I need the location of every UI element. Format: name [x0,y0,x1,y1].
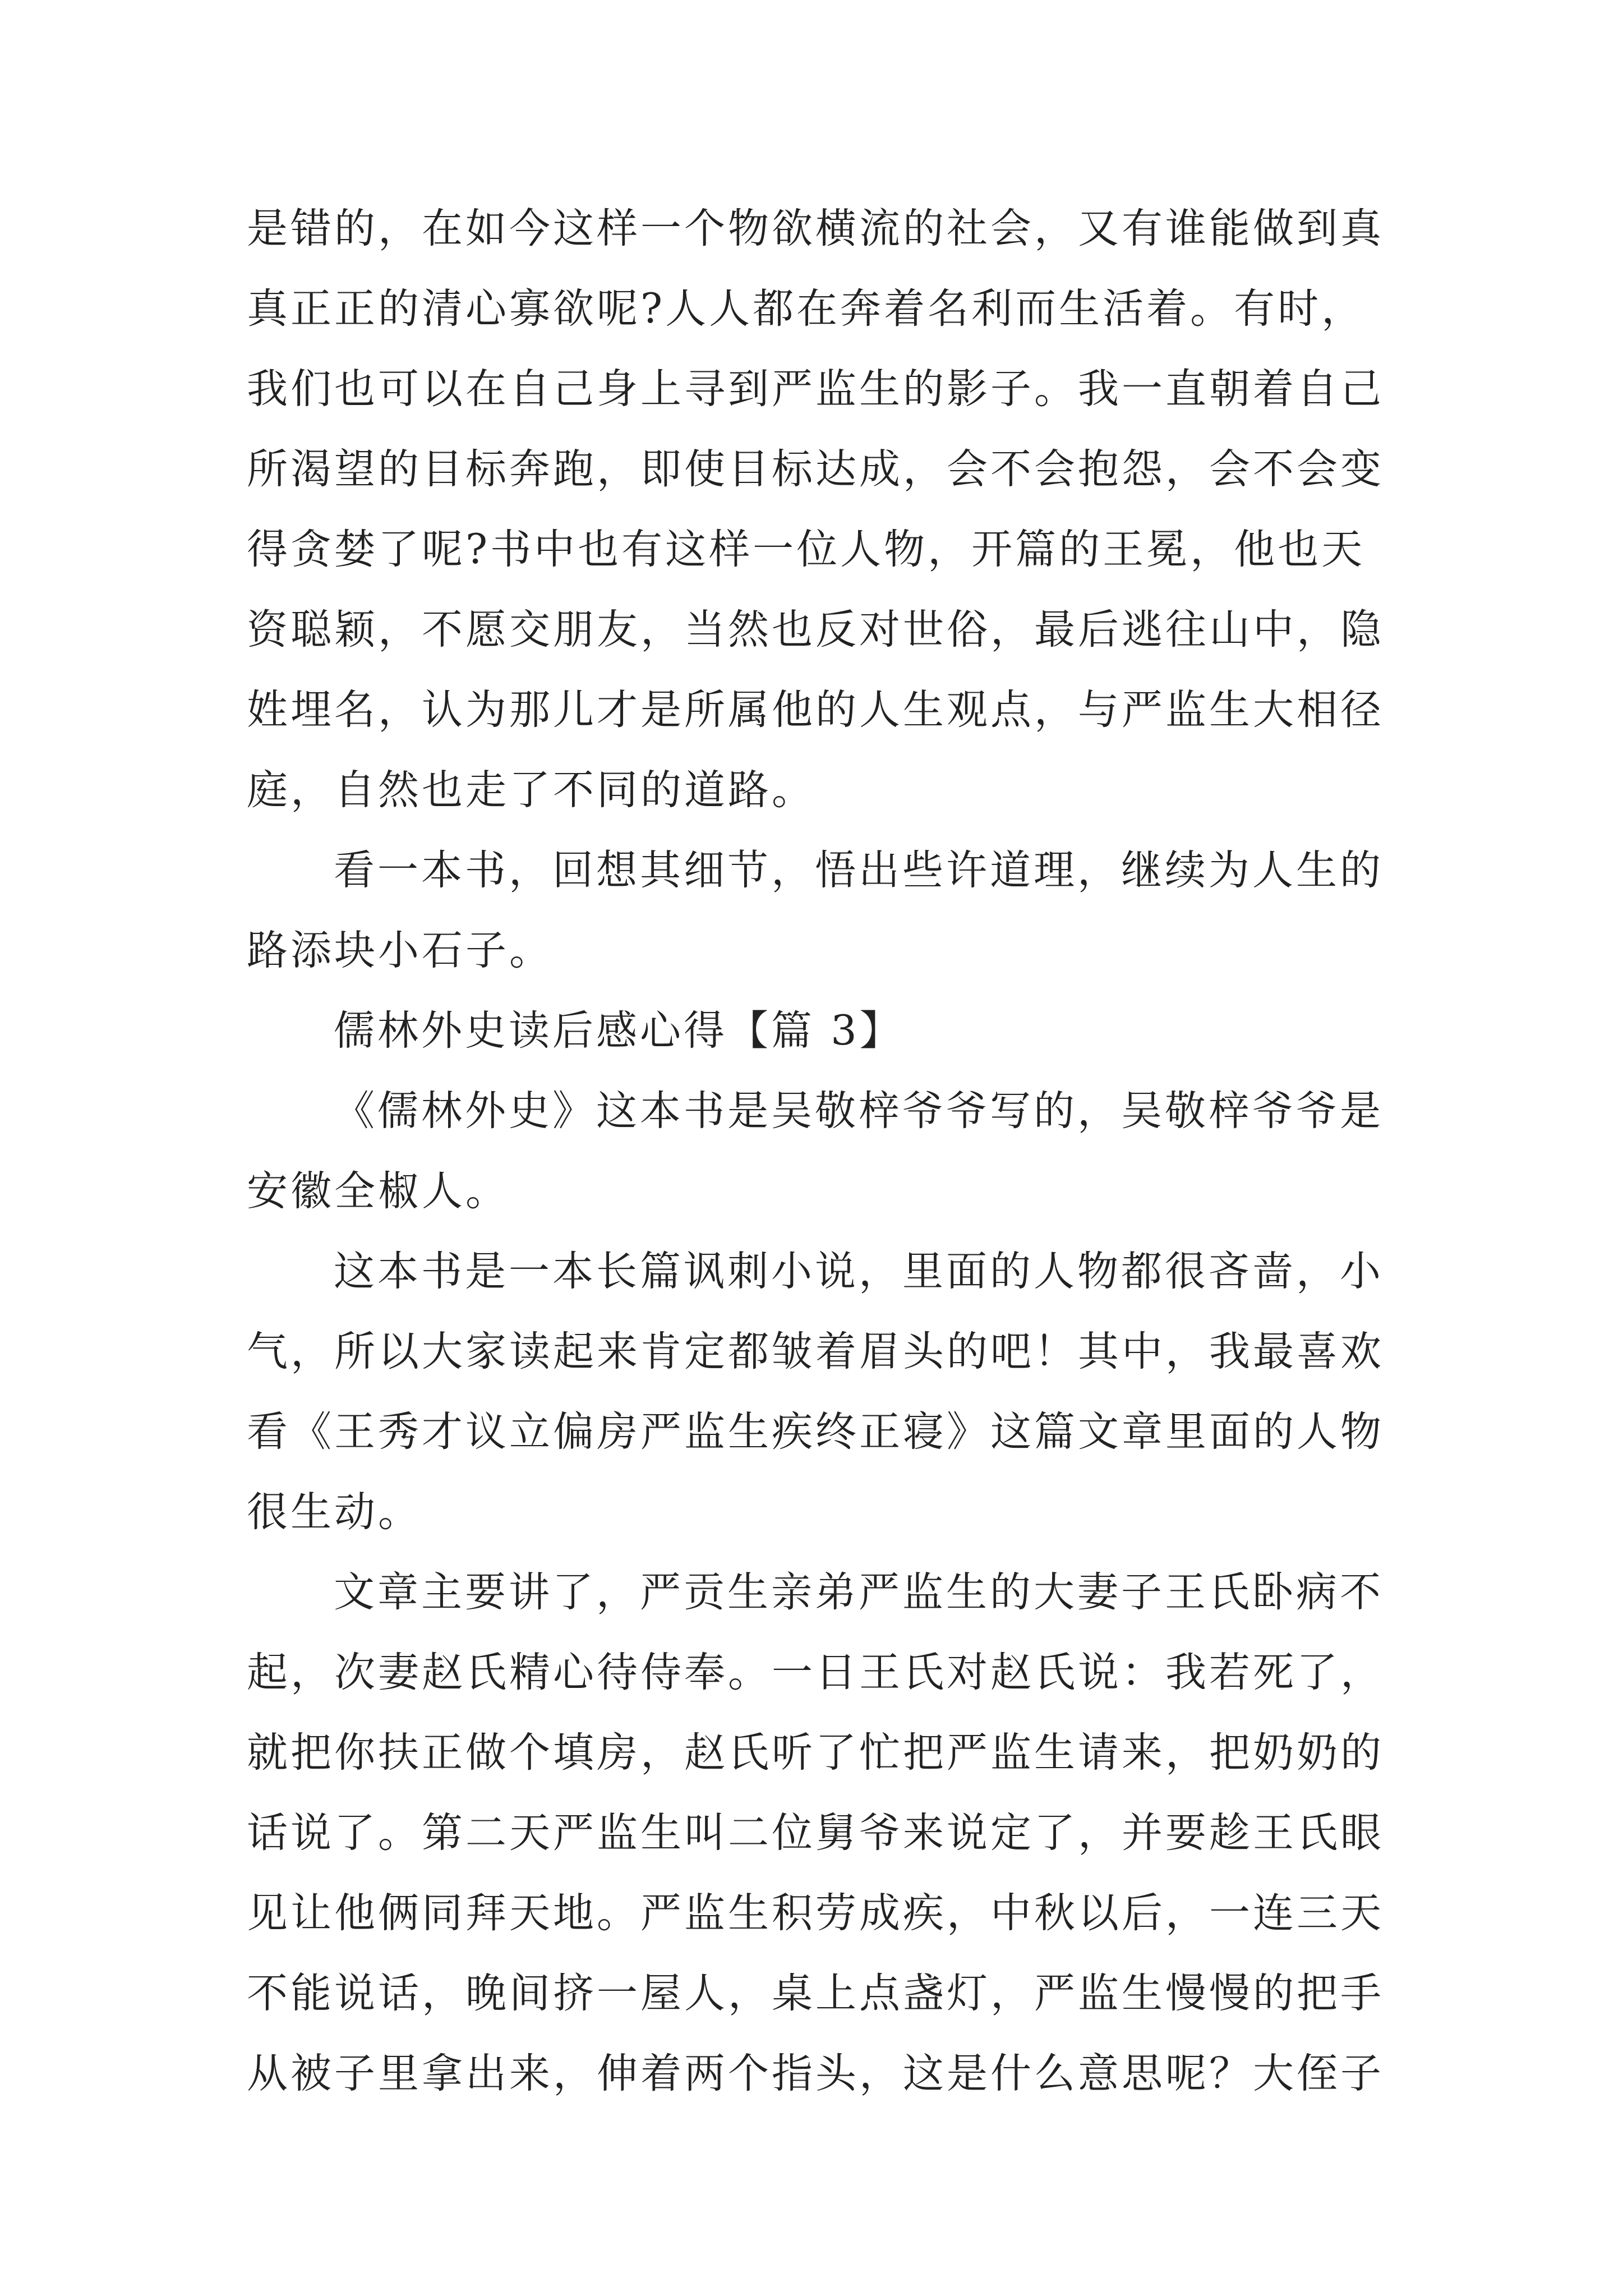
text-line: 不能说话，晚间挤一屋人，桌上点盏灯，严监生慢慢的把手 [247,1970,1384,2017]
text-line: 起，次妻赵氏精心待侍奉。一日王氏对赵氏说：我若死了， [247,1649,1384,1696]
text-line: 看《王秀才议立偏房严监生疾终正寝》这篇文章里面的人物 [247,1408,1384,1456]
text-line: 得贪婪了呢?书中也有这样一位人物，开篇的王冕，他也天 [247,526,1366,573]
text-line: 庭，自然也走了不同的道路。 [247,766,815,814]
text-line: 真正正的清心寡欲呢?人人都在奔着名利而生活着。有时， [247,285,1366,333]
text-line: 气，所以大家读起来肯定都皱着眉头的吧！其中，我最喜欢 [247,1328,1384,1375]
paragraph-start-line: 看一本书，回想其细节，悟出些许道理，继续为人生的 [334,846,1384,894]
text-line: 我们也可以在自己身上寻到严监生的影子。我一直朝着自己 [247,365,1384,413]
text-line: 是错的，在如今这样一个物欲横流的社会，又有谁能做到真 [247,205,1384,252]
text-line: 很生动。 [247,1488,422,1536]
text-line: 路添块小石子。 [247,927,553,974]
text-line: 见让他俩同拜天地。严监生积劳成疾，中秋以后，一连三天 [247,1889,1384,1937]
text-line: 就把你扶正做个填房，赵氏听了忙把严监生请来，把奶奶的 [247,1729,1384,1777]
document-body [247,202,1385,2127]
text-line: 话说了。第二天严监生叫二位舅爷来说定了，并要趁王氏眼 [247,1809,1384,1857]
section-heading: 儒林外史读后感心得【篇 3】 [334,1007,903,1055]
text-line: 安徽全椒人。 [247,1167,509,1215]
paragraph-start-line: 这本书是一本长篇讽刺小说，里面的人物都很吝啬，小 [334,1248,1384,1295]
text-line: 从被子里拿出来，伸着两个指头，这是什么意思呢？大侄子 [247,2050,1384,2097]
paragraph-start-line: 文章主要讲了，严贡生亲弟严监生的大妻子王氏卧病不 [334,1568,1384,1616]
text-line: 姓埋名，认为那儿才是所属他的人生观点，与严监生大相径 [247,686,1384,734]
paragraph-start-line: 《儒林外史》这本书是吴敬梓爷爷写的，吴敬梓爷爷是 [334,1087,1384,1135]
text-line: 所渴望的目标奔跑，即使目标达成，会不会抱怨，会不会变 [247,445,1384,493]
text-line: 资聪颖，不愿交朋友，当然也反对世俗，最后逃往山中，隐 [247,606,1384,654]
